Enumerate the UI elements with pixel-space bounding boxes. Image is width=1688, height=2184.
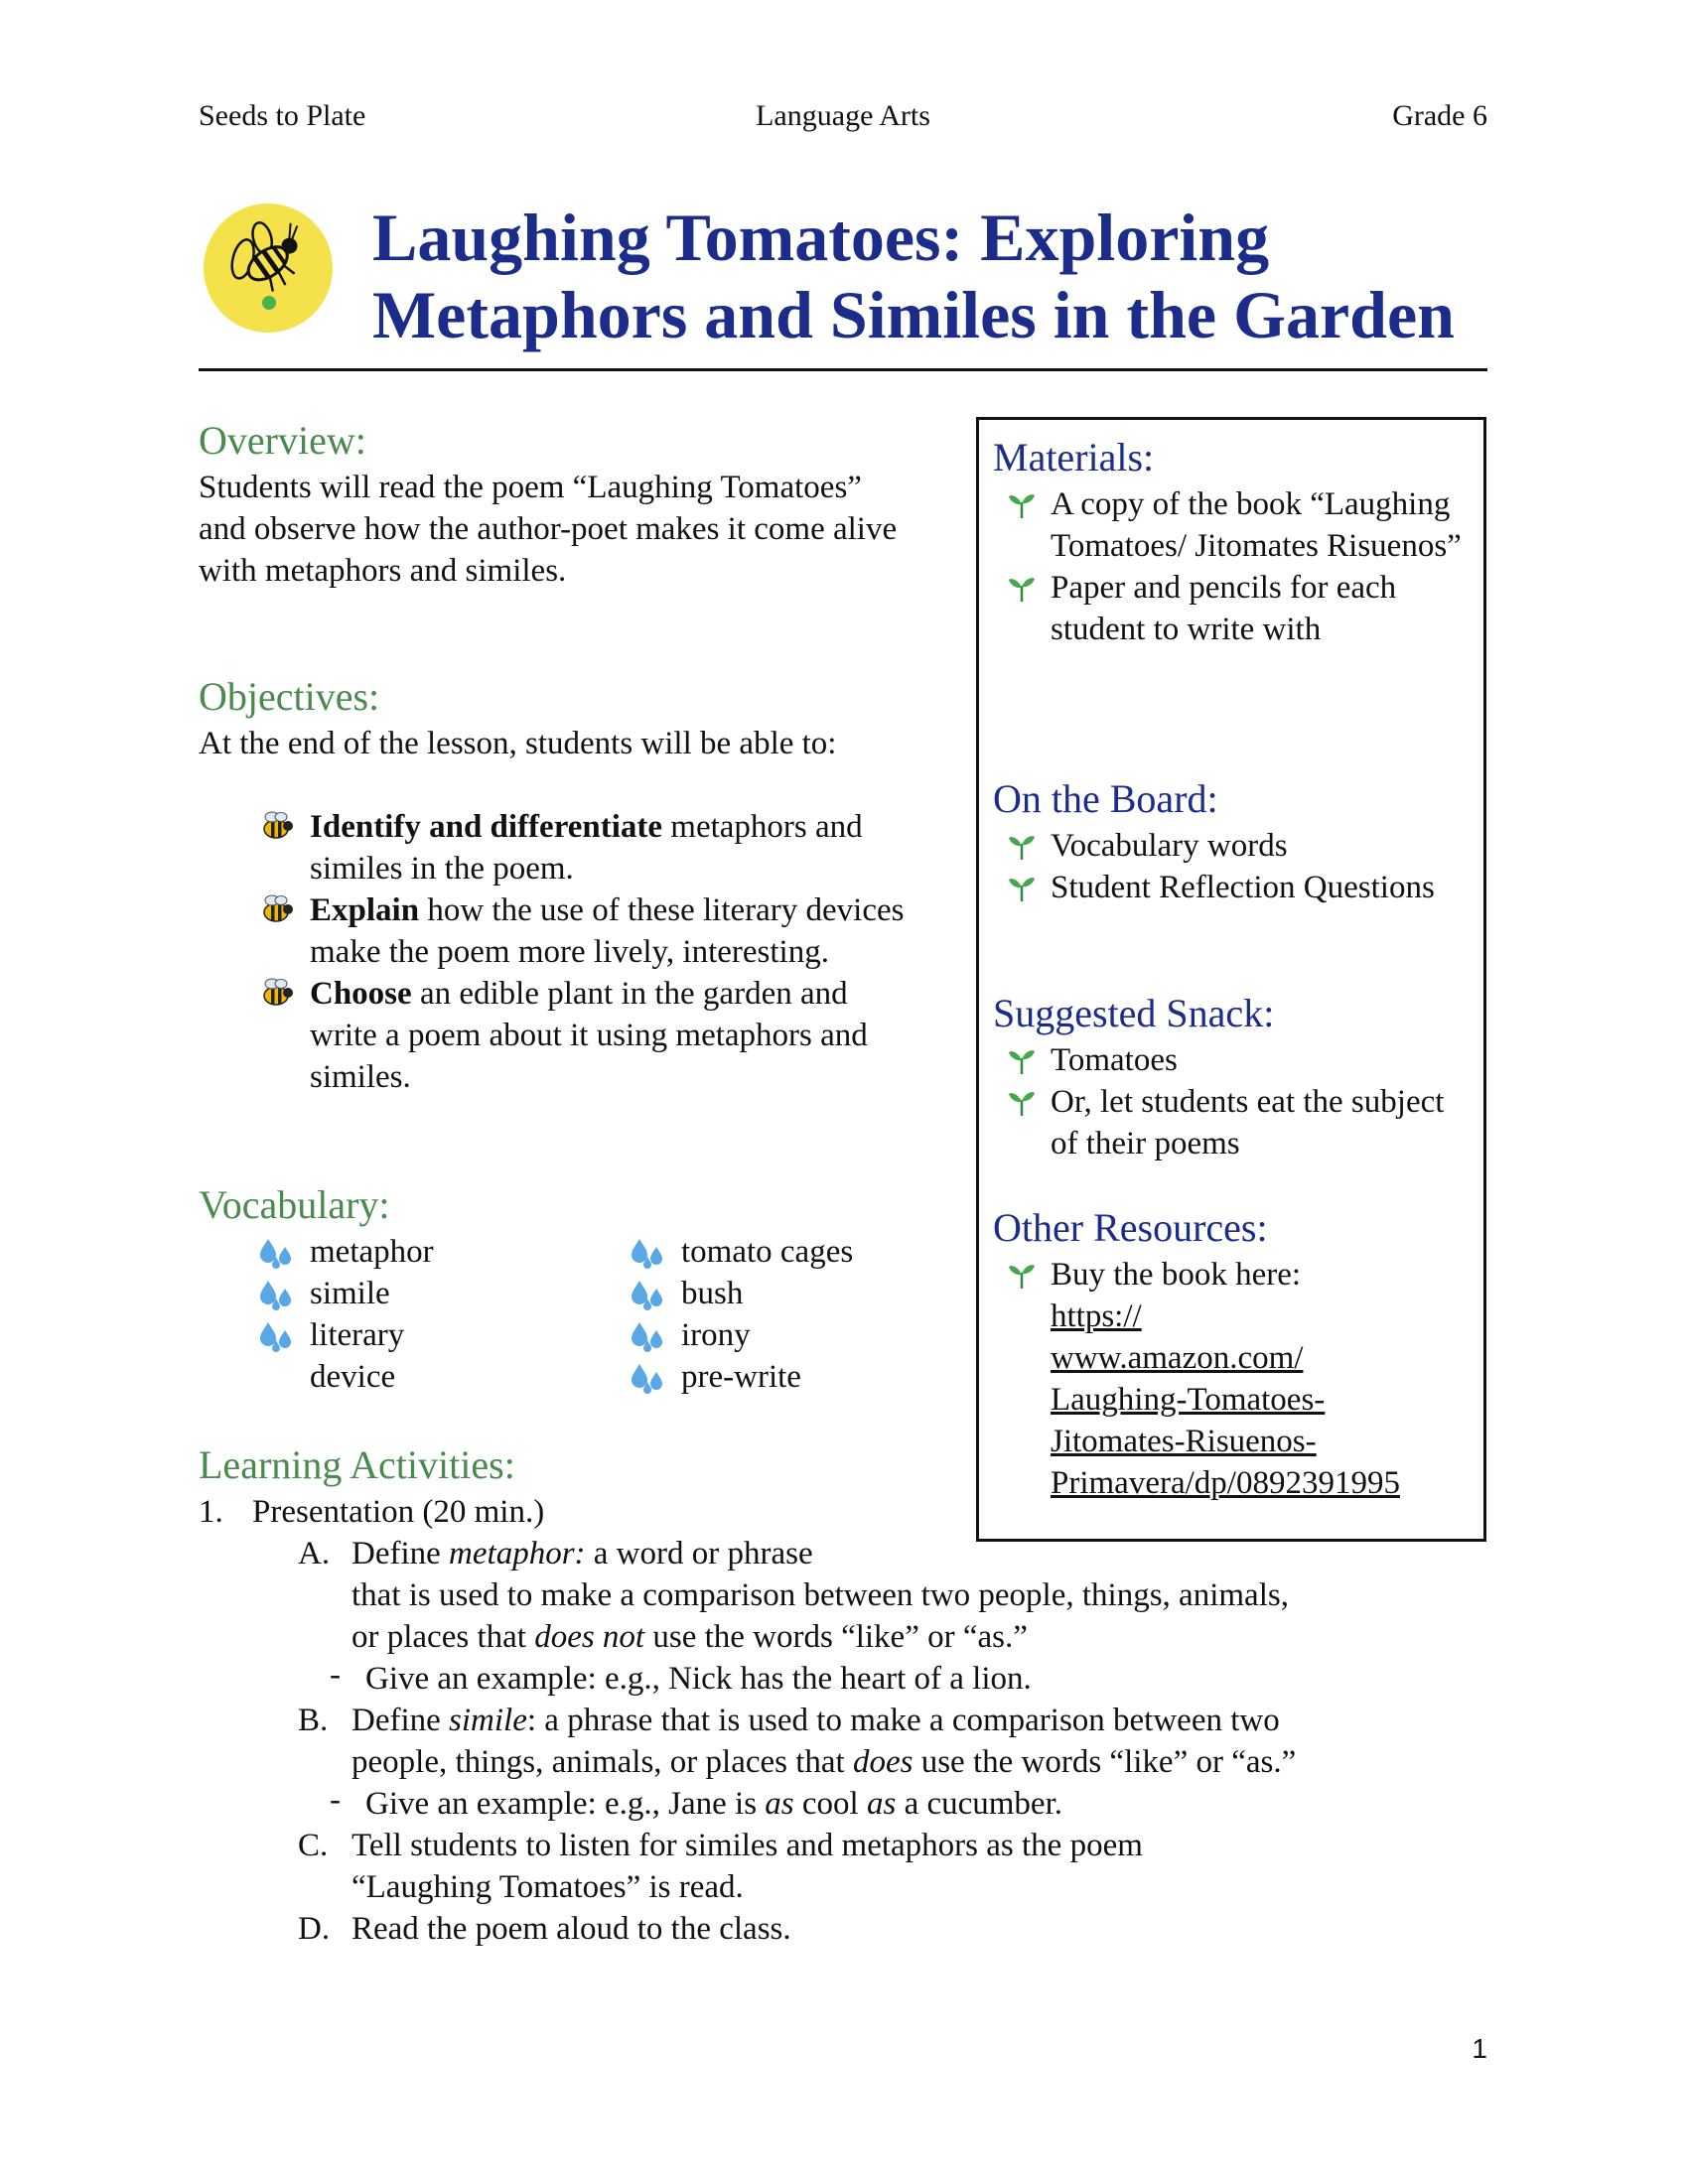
materials-item: Paper and pencils for each student to write with <box>1007 567 1474 650</box>
bee-icon <box>256 892 296 928</box>
book-link[interactable]: https:// www.amazon.com/ Laughing-Tomatoes- Jitomates-Risuenos- Primavera/dp/0892391995 <box>1051 1298 1400 1501</box>
snack-item: Or, let students eat the subject of their poems <box>1007 1081 1474 1164</box>
sidebar-box <box>976 417 1486 1542</box>
snack-heading: Suggested Snack: <box>993 991 1275 1035</box>
step-label: A. <box>298 1536 331 1571</box>
bee-icon <box>256 809 296 845</box>
header-grade: Grade 6 <box>1392 99 1487 132</box>
page-number: 1 <box>1472 2033 1487 2064</box>
sprout-icon <box>1007 1045 1037 1075</box>
vocabulary-item: tomato cages <box>628 1231 965 1273</box>
step-label: C. <box>298 1828 329 1863</box>
vocabulary-item: simile <box>256 1273 594 1314</box>
resources-list <box>1007 1254 1474 1504</box>
objective-bold: Explain <box>310 892 420 928</box>
vocabulary-column-1 <box>256 1231 594 1398</box>
example-simile: - Give an example: e.g., Jane is as cool as a cucumber. <box>330 1782 1062 1822</box>
board-item: Vocabulary words <box>1007 825 1474 867</box>
bee-icon <box>204 204 333 333</box>
board-list <box>1007 825 1474 908</box>
sprout-icon <box>1007 1260 1037 1290</box>
sprout-icon <box>1007 873 1037 902</box>
materials-heading: Materials: <box>993 435 1155 479</box>
vocabulary-item: literary device <box>256 1314 489 1398</box>
resources-heading: Other Resources: <box>993 1205 1268 1250</box>
objective-item <box>256 806 917 889</box>
section-title: Presentation (20 min.) <box>252 1494 545 1530</box>
vocabulary-column-2 <box>628 1231 965 1398</box>
objectives-intro: At the end of the lesson, students will be able to: <box>199 726 837 761</box>
bee-icon <box>256 976 296 1012</box>
objective-bold: Identify and differentiate <box>310 809 663 845</box>
activity-step-d: D. Read the poem aloud to the class. <box>298 1908 1489 1952</box>
snack-item: Tomatoes <box>1007 1039 1474 1081</box>
water-drops-icon <box>628 1362 667 1394</box>
section-number: 1. <box>199 1494 223 1530</box>
resources-item <box>1007 1254 1474 1504</box>
materials-list <box>1007 483 1474 650</box>
water-drops-icon <box>256 1279 296 1310</box>
snack-list <box>1007 1039 1474 1164</box>
board-heading: On the Board: <box>993 776 1218 821</box>
activities-heading: Learning Activities: <box>199 1442 515 1487</box>
title-divider <box>199 368 1487 371</box>
activity-step-b: B. Define simile: a phrase that is used to make a comparison between two people, things, animals, or places that does use the words “like” or “as.” - Give an example: e.g., Jane is as cool as a cucumber. <box>298 1700 1489 1827</box>
step-label: B. <box>298 1703 329 1738</box>
objectives-heading: Objectives: <box>199 674 380 719</box>
vocabulary-item: irony <box>628 1314 965 1356</box>
activity-step-a: A. Define metaphor: a word or phrase that is used to make a comparison between two people, things, animals, or places that does not use the words “like” or “as.” - Give an example: e.g., Nick has the heart of a lion. <box>298 1533 1489 1702</box>
sprout-icon <box>1007 573 1037 603</box>
example-metaphor: - Give an example: e.g., Nick has the heart of a lion. <box>330 1657 1032 1697</box>
resources-lead: Buy the book here: <box>1051 1257 1302 1293</box>
header-program-name: Seeds to Plate <box>199 99 366 132</box>
sprout-icon <box>1007 831 1037 861</box>
objective-bold: Choose <box>310 976 412 1012</box>
objective-item <box>256 973 917 1098</box>
water-drops-icon <box>256 1237 296 1269</box>
water-drops-icon <box>628 1279 667 1310</box>
title-line-2: Metaphors and Similes in the Garden <box>372 277 1455 352</box>
header-subject: Language Arts <box>756 99 930 132</box>
page-title <box>372 199 1504 353</box>
running-header <box>199 99 1487 139</box>
logo <box>204 204 333 333</box>
overview-text: Students will read the poem “Laughing Tomatoes” and observe how the author-poet makes it come alive with metaphors and similes. <box>199 470 898 589</box>
materials-item: A copy of the book “Laughing Tomatoes/ Jitomates Risuenos” <box>1007 483 1474 567</box>
sprout-icon <box>1007 1087 1037 1117</box>
board-item: Student Reflection Questions <box>1007 867 1474 908</box>
objective-text: metaphors and similes in the poem. <box>310 809 863 887</box>
water-drops-icon <box>256 1320 296 1352</box>
sprout-icon <box>1007 489 1037 519</box>
vocabulary-heading: Vocabulary: <box>199 1182 390 1227</box>
term-simile: simile <box>449 1703 527 1738</box>
title-line-1: Laughing Tomatoes: Exploring <box>372 200 1270 275</box>
objective-text: how the use of these literary devices make the poem more lively, interesting. <box>310 892 905 970</box>
objectives-list <box>256 806 917 1098</box>
objective-text: an edible plant in the garden and write a poem about it using metaphors and similes. <box>310 976 868 1095</box>
vocabulary-item: bush <box>628 1273 965 1314</box>
water-drops-icon <box>628 1237 667 1269</box>
activity-step-c: C. Tell students to listen for similes and metaphors as the poem “Laughing Tomatoes” is read. <box>298 1825 1489 1910</box>
step-label: D. <box>298 1911 331 1947</box>
water-drops-icon <box>628 1320 667 1352</box>
objective-item <box>256 889 917 973</box>
vocabulary-item: pre-write <box>628 1356 965 1398</box>
vocabulary-item: metaphor <box>256 1231 594 1273</box>
term-metaphor: metaphor: <box>449 1536 586 1571</box>
overview-heading: Overview: <box>199 418 366 463</box>
